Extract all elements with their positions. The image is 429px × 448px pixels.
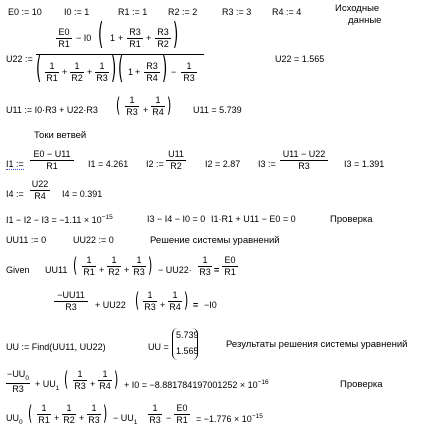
check2-tail-text: + I0 = −8.881784197001252 × 10 [124,380,258,390]
eq1-r1: R1 [83,267,95,277]
eq1-equals: = [214,265,220,275]
param-e0: E0 := 10 [8,7,42,17]
u22-plus-a: + [118,33,124,43]
i2-num: U11 [168,149,184,159]
i4-fraction [30,180,50,201]
i4-lhs: I4 := [6,189,24,199]
u22-d-r1: R1 [46,73,58,83]
u22-e0: E0 [58,27,70,37]
u22-r3-num: R3 [129,27,141,37]
u22-d-one-e: 1 [186,61,192,71]
check2-l2-one-d: 1 [152,403,158,413]
note-source-data-2: данные [348,15,382,26]
check1-expr [6,215,113,225]
eq1-uu11: UU11 [45,265,68,275]
check2-r4: R4 [99,381,111,391]
u22-d-r4: R4 [146,73,158,83]
i2-lhs: I2 := [146,159,164,169]
find-expr: UU := Find(UU11, UU22) [6,342,106,352]
check2-uu0: UU [12,369,26,379]
eq2-den: R3 [65,302,77,312]
check2-l2-tail-text: = −1.776 × 10 [196,414,252,424]
check2-l2-one-b: 1 [66,403,72,413]
given-keyword: Given [6,265,30,275]
check2-l2-mid [113,414,137,426]
u11-one-b: 1 [155,95,161,105]
u22-d-one-b: 1 [74,61,80,71]
u22-plus-b: + [146,33,152,43]
check2-num [7,370,29,382]
i1-fraction [30,150,74,171]
eq2-fraction [54,291,88,312]
check2-l2-plus-a: + [54,413,60,423]
check2-l2-mid-text: − UU [113,413,134,423]
eq1-r1-b: R1 [224,267,236,277]
check2-l2-plus-b: + [79,413,85,423]
find-label: Результаты решения системы уравнений [226,339,408,350]
param-i0: I0 := 1 [64,7,90,17]
check2-r3: R3 [12,384,24,395]
uu-label: UU = [148,342,169,352]
check2-l2-one-a: 1 [41,403,47,413]
i4-num: U22 [31,179,49,189]
uu-vector [172,328,198,360]
eq1-r3-b: R3 [199,267,211,277]
eq1-e0: E0 [224,255,236,265]
check1-expr-a: I1 − I2 − I3 = −1.11 × 10 [6,215,102,225]
u22-one: 1 [110,33,116,43]
i2-value: I2 = 2.87 [205,159,241,169]
u11-result: U11 = 5.739 [193,105,242,115]
param-r3: R3 := 3 [222,7,252,17]
eq2-r3: R3 [144,302,156,312]
check2-sub1: 1 [55,384,60,392]
i3-value: I3 = 1.391 [344,159,385,169]
note-source-data-1: Исходные [335,3,380,14]
uu-value-0: 5.739 [176,330,199,340]
eq1-r2: R2 [108,267,120,277]
eq2-plus: + [160,300,166,310]
u11-expr: U11 := I0·R3 + U22·R3 [6,105,98,115]
u22-d-r3-b: R3 [183,73,195,83]
check2-l2-r1: R1 [38,415,50,425]
check2-one-b: 1 [102,369,108,379]
i4-den: R4 [34,191,46,201]
check2-plus-b: + [90,379,96,389]
eq1-plus-a: + [99,265,105,275]
check2-uu1: UU [42,379,56,389]
check2-l2-exponent: −15 [251,413,263,420]
check2-tail [124,380,269,390]
currents-heading: Токи ветвей [34,130,87,141]
eq1-r3: R3 [133,267,145,277]
u22-minus-i0: − I0 [76,33,92,43]
eq1-one-c: 1 [136,255,142,265]
u22-d-plus-c: + [135,67,141,77]
eq1-plus-b: + [124,265,130,275]
check2-l2-uu0 [6,414,23,426]
u11-r4: R4 [152,107,164,117]
check2-l2-sub1: 1 [133,418,138,426]
u22-r1: R1 [58,39,70,49]
u11-r3: R3 [126,107,138,117]
check1-expr-b: I3 − I4 − I0 = 0 [147,214,206,224]
check2-exponent: −16 [257,379,269,386]
param-r1: R1 := 1 [118,7,148,17]
eq2-r4: R4 [169,302,181,312]
i3-num: U11 − U22 [282,149,326,159]
check2-l2-uu: UU [6,413,19,423]
u22-lhs: U22 := [6,54,33,64]
u22-d-plus-b: + [87,67,93,77]
i3-lhs: I3 := [258,159,276,169]
uu11-init: UU11 := 0 [6,235,47,245]
eq2-equals: = [193,300,199,310]
u22-d-plus-a: + [62,67,68,77]
u11-one-a: 1 [129,95,135,105]
u22-d-one-a: 1 [49,61,55,71]
eq2-one-a: 1 [147,290,153,300]
system-label: Решение системы уравнений [150,235,280,246]
check2-l2-tail [196,414,263,424]
check1-exponent: −15 [101,214,113,221]
check2-label: Проверка [340,379,383,390]
i2-fraction [166,150,186,171]
check1-expr-c: I1·R1 + U11 − E0 = 0 [211,214,296,224]
eq2-num: −UU11 [57,290,85,300]
i3-den: R3 [298,161,310,171]
i4-value: I4 = 0.391 [62,189,103,199]
eq1-one-b: 1 [111,255,117,265]
check2-plus-uu1 [35,380,59,392]
uu22-init: UU22 := 0 [73,235,114,245]
uu-value-1: 1.565 [176,346,199,356]
u22-r1-den: R1 [129,39,141,49]
i3-fraction [280,150,328,171]
check2-l2-r1-b: R1 [176,415,188,425]
param-r4: R4 := 4 [272,7,302,17]
check2-r3-b: R3 [74,381,86,391]
param-r2: R2 := 2 [168,7,198,17]
i1-lhs [6,160,24,169]
i2-den: R2 [170,161,182,171]
u22-d-one-c: 1 [99,61,105,71]
check2-l2-r3-b: R3 [149,415,161,425]
check2-l2-r2: R2 [63,415,75,425]
u11-plus: + [143,105,149,115]
check2-plus-a: + [35,379,41,389]
eq2-mid: + UU22 [95,300,126,310]
i1-lhs-text: I1 := [6,159,24,169]
eq1-one-a: 1 [86,255,92,265]
i1-num: E0 − U11 [33,149,71,159]
u22-d-r3: R3 [96,73,108,83]
eq1-mid: − UU22· [158,265,192,275]
check2-one-a: 1 [77,369,83,379]
u22-r2-den: R2 [157,39,169,49]
u22-r3-num-b: R3 [157,27,169,37]
i1-den: R1 [46,161,58,171]
eq1-one-d: 1 [202,255,208,265]
check1-label: Проверка [330,214,373,225]
u22-result: U22 = 1.565 [275,54,325,64]
check2-l2-e0: E0 [176,403,188,413]
check2-frac-a [6,370,30,394]
eq2-one-b: 1 [172,290,178,300]
u22-d-r2: R2 [71,73,83,83]
u22-d-r3-num: R3 [146,61,158,71]
eq2-rhs: −I0 [204,300,217,310]
check2-l2-sub0: 0 [19,418,23,426]
check2-l2-r3: R3 [88,415,100,425]
check2-sub0: 0 [25,374,29,382]
check2-l2-one-c: 1 [91,403,97,413]
u22-formula: E0 R1 − I0 ( 1 + R3 R1 + R3 R2 ) ( 1 R1 + 1 R2 + 1 R3 ) ( 1 + R3 R4 ) − 1 R3 [36,23,204,88]
i1-value: I1 = 4.261 [88,159,129,169]
check2-minus: − [7,369,13,379]
u22-d-one-d: 1 [128,67,134,77]
